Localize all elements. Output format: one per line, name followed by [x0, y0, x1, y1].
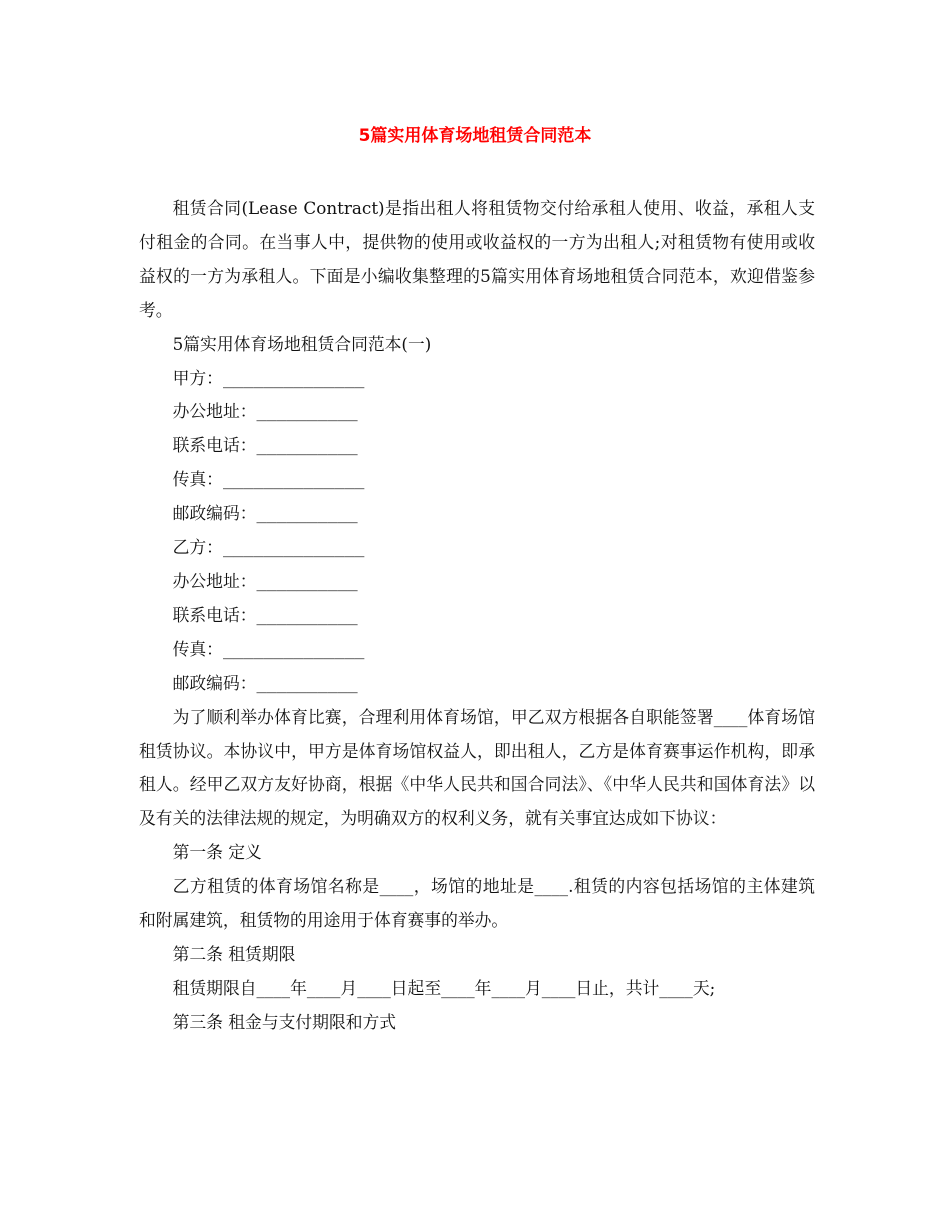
party-a-postcode-field — [139, 497, 815, 531]
field-label: 邮政编码： — [172, 672, 257, 693]
fill-in-blank: __________ — [256, 435, 358, 456]
field-label: 联系电话： — [172, 604, 257, 625]
fill-in-blank: __________ — [256, 503, 358, 524]
document-body — [139, 192, 815, 1040]
party-b-address-field — [139, 565, 815, 599]
article-3-heading: 第三条 租金与支付期限和方式 — [172, 1011, 397, 1032]
fill-in-blank: __________ — [256, 570, 358, 591]
fill-in-blank: ______________ — [222, 537, 365, 558]
party-b-fax-field — [139, 633, 815, 667]
party-b-name-field — [139, 531, 815, 565]
party-b-phone-field — [139, 599, 815, 633]
article-2-paragraph: 租赁期限自____年____月____日起至____年____月____日止，共计____天; — [172, 977, 716, 998]
field-label: 乙方： — [172, 537, 223, 558]
intro-paragraph: 租赁合同(Lease Contract)是指出租人将租赁物交付给承租人使用、收益，承租人支付租金的合同。在当事人中，提供物的使用或收益权的一方为出租人;对租赁物有使用或收益权的一方为承租人。下面是小编收集整理的5篇实用体育场地租赁合同范本，欢迎借鉴参考。 — [139, 198, 815, 320]
field-label: 传真： — [172, 638, 223, 659]
fill-in-blank: ______________ — [222, 638, 365, 659]
section-heading: 5篇实用体育场地租赁合同范本(一) — [172, 333, 432, 354]
fill-in-blank: __________ — [256, 672, 358, 693]
document-title: 5篇实用体育场地租赁合同范本 — [358, 126, 592, 146]
party-b-postcode-field — [139, 667, 815, 701]
fill-in-blank: __________ — [256, 401, 358, 422]
party-a-phone-field — [139, 429, 815, 463]
field-label: 办公地址： — [172, 401, 257, 422]
party-a-name-field — [139, 362, 815, 396]
party-a-fax-field — [139, 463, 815, 497]
field-label: 办公地址： — [172, 570, 257, 591]
fill-in-blank: ______________ — [222, 367, 365, 388]
field-label: 传真： — [172, 469, 223, 490]
field-label: 联系电话： — [172, 435, 257, 456]
preamble-paragraph: 为了顺利举办体育比赛，合理利用体育场馆，甲乙双方根据各自职能签署____体育场馆租赁协议。本协议中，甲方是体育场馆权益人，即出租人，乙方是体育赛事运作机构，即承租人。经甲乙双方友好协商，根据《中华人民共和国合同法》、《中华人民共和国体育法》以及有关的法律法规的规定，为明确双方的权利义务，就有关事宜达成如下协议： — [139, 706, 815, 829]
article-2-heading: 第二条 租赁期限 — [172, 943, 296, 964]
party-a-address-field — [139, 395, 815, 429]
article-1-paragraph: 乙方租赁的体育场馆名称是____，场馆的地址是____.租赁的内容包括场馆的主体建筑和附属建筑，租赁物的用途用于体育赛事的举办。 — [139, 876, 815, 931]
field-label: 邮政编码： — [172, 503, 257, 524]
fill-in-blank: __________ — [256, 604, 358, 625]
article-1-heading: 第一条 定义 — [172, 842, 262, 863]
fill-in-blank: ______________ — [222, 469, 365, 490]
field-label: 甲方： — [172, 367, 223, 388]
